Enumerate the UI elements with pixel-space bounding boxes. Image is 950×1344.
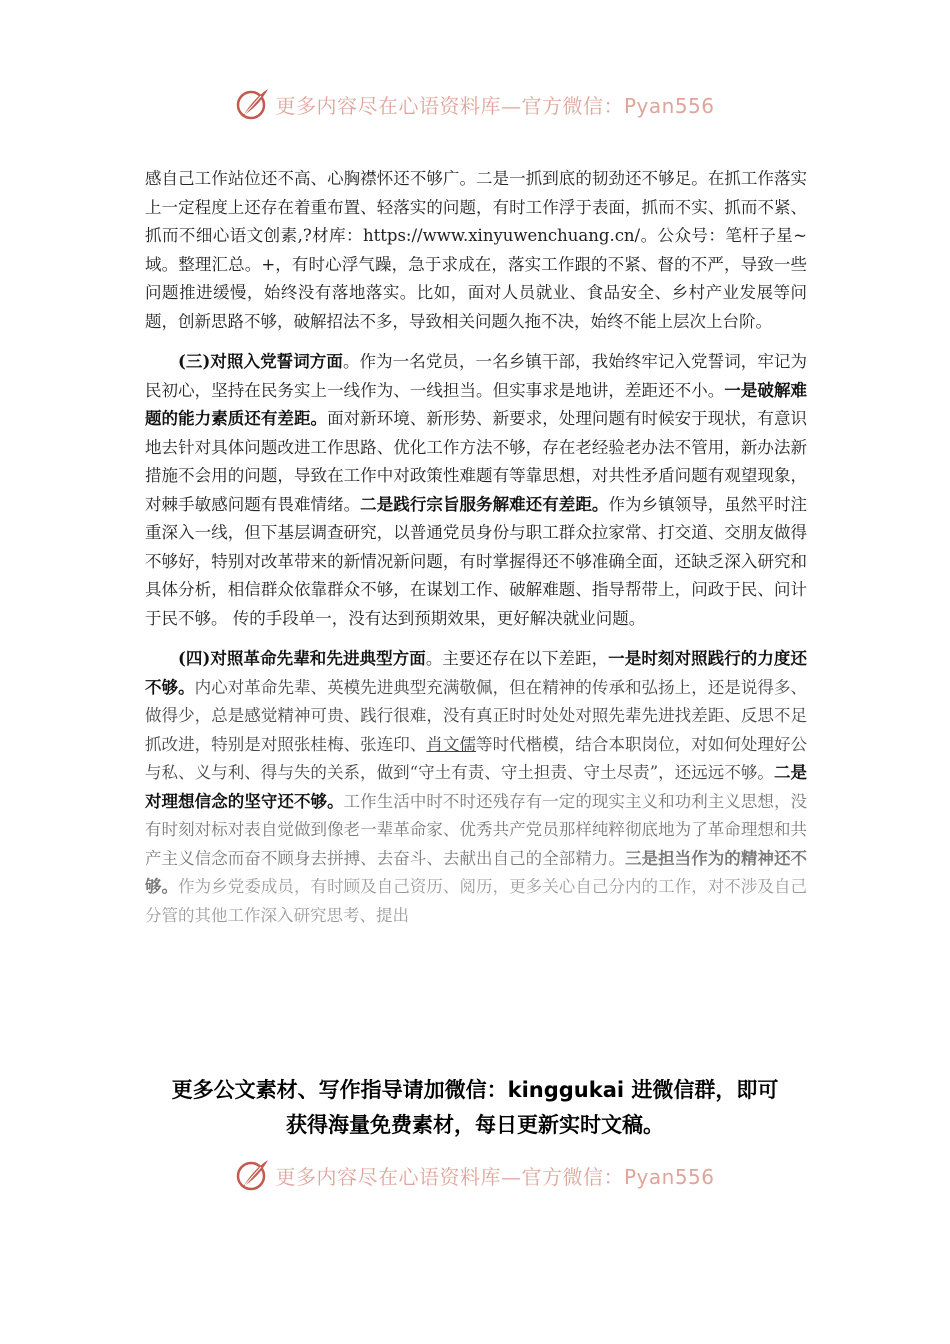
section-heading-4: (四)对照革命先辈和先进典型方面 — [178, 649, 426, 668]
promo-notice — [0, 1073, 950, 1143]
document-body — [145, 165, 807, 930]
point-1-heading: 一是破解难题的能力素质还有差距。 — [145, 380, 808, 428]
paragraph-2: (三)对照入党誓词方面。作为一名党员，一名乡镇干部，我始终牢记入党誓词，牢记为民初心，坚持在民务实上一线作为、一线担当。但实事求是地讲，差距还不小。一是破解难题的能力素质还有差距。面对新环境、新形势、新要求，处理问题有时候安于现状，有意识地去针对具体问题改进工作思路、优化工作方法不够，存在老经验老办法不管用，新办法新措施不会用的问题，导致在工作中对政策性难题有等靠思想，对共性矛盾问题有观望现象，对棘手敏感问题有畏难情绪。二是践行宗旨服务解难还有差距。作为乡镇领导，虽然平时注重深入一线，但下基层调查研究，以普通党员身份与职工群众拉家常、打交道、交朋友做得不够好，特别对改革带来的新情况新问题，有时掌握得还不够准确全面，还缺乏深入研究和具体分析，相信群众依靠群众不够，在谋划工作、破解难题、指导帮带上，问政于民、问计于民不够。 传的手段单一，没有达到预期效果，更好解决就业问题。 — [145, 352, 808, 628]
point-1-heading: 一是时刻对照践行的力度还不够。 — [145, 649, 808, 697]
promo-line-2: 获得海量免费素材，每日更新实时文稿。 — [286, 1113, 664, 1137]
point-2-heading: 二是对理想信念的坚守还不够。 — [145, 763, 808, 811]
underlined-name: 肖文儒 — [426, 734, 477, 754]
point-3-heading: 三是担当作为的精神还不够。 — [145, 848, 808, 896]
banner-text: 更多内容尽在心语资料库—官方微信：Pyan556 — [275, 93, 715, 118]
promo-line-1: 更多公文素材、写作指导请加微信：kinggukai 进微信群，即可 — [171, 1078, 779, 1102]
feather-pen-icon — [235, 1157, 271, 1193]
section-heading-3: (三)对照入党誓词方面 — [178, 352, 343, 371]
feather-pen-icon — [235, 86, 271, 122]
banner-text: 更多内容尽在心语资料库—官方微信：Pyan556 — [275, 1164, 715, 1189]
footer-banner — [0, 1153, 950, 1197]
point-2-heading: 二是践行宗旨服务解难还有差距。 — [360, 494, 609, 514]
paragraph-3: (四)对照革命先辈和先进典型方面。主要还存在以下差距，一是时刻对照践行的力度还不够。内心对革命先辈、英模先进典型充满敬佩，但在精神的传承和弘扬上，还是说得多、做得少，总是感觉精神可贵、践行很难，没有真正时时处处对照先辈先进找差距、反思不足抓改进，特别是对照张桂梅、张连印、肖文儒等时代楷模，结合本职岗位，对如何处理好公与私、义与利、得与失的关系，做到“守土有责、守土担责、守土尽责”，还远远不够。二是对理想信念的坚守还不够。工作生活中时不时还残存有一定的现实主义和功利主义思想，没有时刻对标对表自觉做到像老一辈革命家、优秀共产党员那样纯粹彻底地为了革命理想和共产主义信念而奋不顾身去拼搏、去奋斗、去献出自己的全部精力。三是担当作为的精神还不够。作为乡党委成员，有时顾及自己资历、阅历，更多关心自己分内的工作，对不涉及自己分管的其他工作深入研究思考、提出 — [145, 649, 808, 925]
header-banner — [0, 82, 950, 126]
paragraph-1: 感自己工作站位还不高、心胸襟怀还不够广。二是一抓到底的韧劲还不够足。在抓工作落实上一定程度上还存在着重布置、轻落实的问题，有时工作浮于表面，抓而不实、抓而不紧、抓而不细心语文创素,?材库：https://www.xinyuwenchuang.cn/。公众号：笔杆子星~域。整理汇总。+，有时心浮气躁，急于求成在，落实工作跟的不紧、督的不严，导致一些问题推进缓慢，始终没有落地落实。比如，面对人员就业、食品安全、乡村产业发展等问题，创新思路不够，破解招法不多，导致相关问题久拖不决，始终不能上层次上台阶。 — [145, 169, 807, 331]
